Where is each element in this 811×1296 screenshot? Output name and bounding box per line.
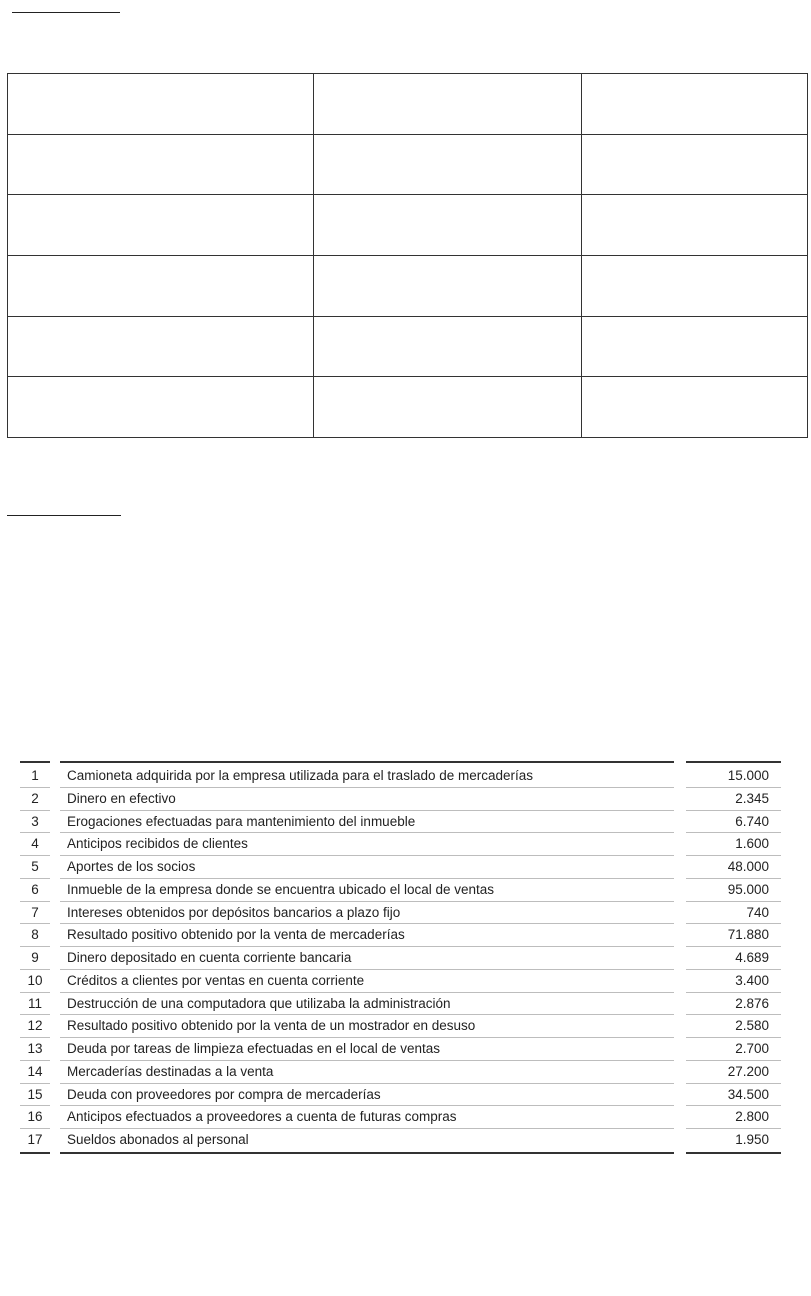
row-amount: 48.000 — [727, 859, 769, 874]
heading-underline-top — [12, 12, 120, 13]
row-description: Créditos a clientes por ventas en cuenta corriente — [67, 972, 365, 988]
row-amount: 2.700 — [735, 1041, 769, 1056]
row-amount: 2.345 — [735, 790, 769, 806]
table-row — [20, 947, 781, 970]
row-amount: 2.580 — [735, 1018, 769, 1034]
row-amount: 2.800 — [735, 1109, 769, 1125]
row-description: Resultado positivo obtenido por la venta de un mostrador en desuso — [67, 1018, 476, 1034]
row-number: 15 — [27, 1086, 43, 1102]
row-description: Camioneta adquirida por la empresa utilizada para el traslado de mercaderías — [67, 768, 534, 783]
table-row — [20, 1106, 781, 1129]
row-number: 2 — [31, 790, 39, 806]
row-number: 8 — [31, 927, 39, 943]
table-row — [20, 833, 781, 856]
row-description: Anticipos efectuados a proveedores a cuenta de futuras compras — [67, 1109, 457, 1125]
empty-table-cell — [582, 195, 808, 256]
row-amount: 2.876 — [735, 995, 769, 1011]
row-description: Aportes de los socios — [67, 859, 196, 874]
table-row — [20, 993, 781, 1016]
empty-table-row — [8, 255, 808, 316]
empty-table-cell — [582, 377, 808, 438]
empty-table-cell — [314, 255, 582, 316]
row-number: 17 — [27, 1132, 43, 1147]
empty-table-cell — [8, 134, 314, 195]
row-number: 6 — [31, 881, 39, 897]
table-bottom-rule — [20, 1152, 50, 1154]
row-description: Erogaciones efectuadas para mantenimiento del inmueble — [67, 813, 416, 829]
empty-table-cell — [8, 377, 314, 438]
empty-table-cell — [8, 255, 314, 316]
row-amount: 1.600 — [735, 836, 769, 852]
table-row — [20, 856, 781, 879]
row-description: Anticipos recibidos de clientes — [67, 836, 248, 852]
table-row — [20, 970, 781, 993]
table-row — [20, 1038, 781, 1061]
table-row — [20, 924, 781, 947]
row-description: Resultado positivo obtenido por la venta de mercaderías — [67, 927, 405, 943]
row-description: Deuda con proveedores por compra de mercaderías — [67, 1086, 381, 1102]
row-number: 13 — [27, 1041, 43, 1056]
empty-table-row — [8, 134, 808, 195]
row-amount: 3.400 — [735, 972, 769, 988]
empty-answer-table — [7, 73, 808, 438]
table-row — [20, 765, 781, 788]
row-amount: 15.000 — [727, 768, 769, 783]
empty-table-cell — [8, 316, 314, 377]
table-row — [20, 902, 781, 925]
table-row — [20, 1084, 781, 1107]
row-description: Deuda por tareas de limpieza efectuadas en el local de ventas — [67, 1041, 440, 1056]
empty-table-cell — [314, 134, 582, 195]
table-bottom-rule — [686, 1152, 781, 1154]
row-amount: 6.740 — [735, 813, 769, 829]
row-description: Destrucción de una computadora que utilizaba la administración — [67, 995, 451, 1011]
table-row — [20, 811, 781, 834]
empty-table-cell — [314, 316, 582, 377]
row-number: 14 — [27, 1063, 43, 1079]
empty-table-cell — [314, 377, 582, 438]
row-number: 7 — [31, 904, 39, 920]
row-number: 5 — [31, 859, 39, 874]
heading-underline-second — [7, 515, 121, 516]
table-row — [20, 879, 781, 902]
empty-table-cell — [314, 74, 582, 135]
empty-table-cell — [582, 134, 808, 195]
row-description: Dinero en efectivo — [67, 790, 176, 806]
row-description: Sueldos abonados al personal — [67, 1132, 249, 1147]
row-number: 11 — [27, 995, 42, 1011]
row-number: 12 — [27, 1018, 43, 1034]
row-description: Inmueble de la empresa donde se encuentra ubicado el local de ventas — [67, 881, 495, 897]
row-number: 4 — [31, 836, 39, 852]
row-number: 1 — [31, 768, 39, 783]
empty-table-cell — [582, 316, 808, 377]
row-description: Intereses obtenidos por depósitos bancarios a plazo fijo — [67, 904, 401, 920]
empty-table-cell — [8, 74, 314, 135]
empty-table-cell — [8, 195, 314, 256]
row-number: 9 — [31, 950, 39, 965]
table-top-rule-middle — [60, 761, 674, 763]
accounts-table — [20, 765, 781, 1152]
row-amount: 34.500 — [727, 1086, 769, 1102]
row-amount: 740 — [746, 904, 769, 920]
table-top-rule-right — [686, 761, 781, 763]
empty-table-row — [8, 74, 808, 135]
row-description: Dinero depositado en cuenta corriente bancaria — [67, 950, 352, 965]
table-row — [20, 1061, 781, 1084]
table-row — [20, 788, 781, 811]
row-amount: 71.880 — [727, 927, 769, 943]
empty-table-row — [8, 377, 808, 438]
empty-table-row — [8, 195, 808, 256]
table-bottom-rule — [60, 1152, 674, 1154]
row-description: Mercaderías destinadas a la venta — [67, 1063, 274, 1079]
row-number: 3 — [31, 813, 39, 829]
empty-table-row — [8, 316, 808, 377]
empty-table-cell — [314, 195, 582, 256]
row-amount: 27.200 — [727, 1063, 769, 1079]
row-amount: 4.689 — [735, 950, 769, 965]
empty-table-cell — [582, 74, 808, 135]
table-row — [20, 1129, 781, 1152]
row-amount: 1.950 — [735, 1132, 769, 1147]
empty-table-cell — [582, 255, 808, 316]
row-number: 10 — [27, 972, 43, 988]
row-amount: 95.000 — [727, 881, 769, 897]
row-number: 16 — [27, 1109, 43, 1125]
table-top-rule-left — [20, 761, 50, 763]
table-row — [20, 1015, 781, 1038]
